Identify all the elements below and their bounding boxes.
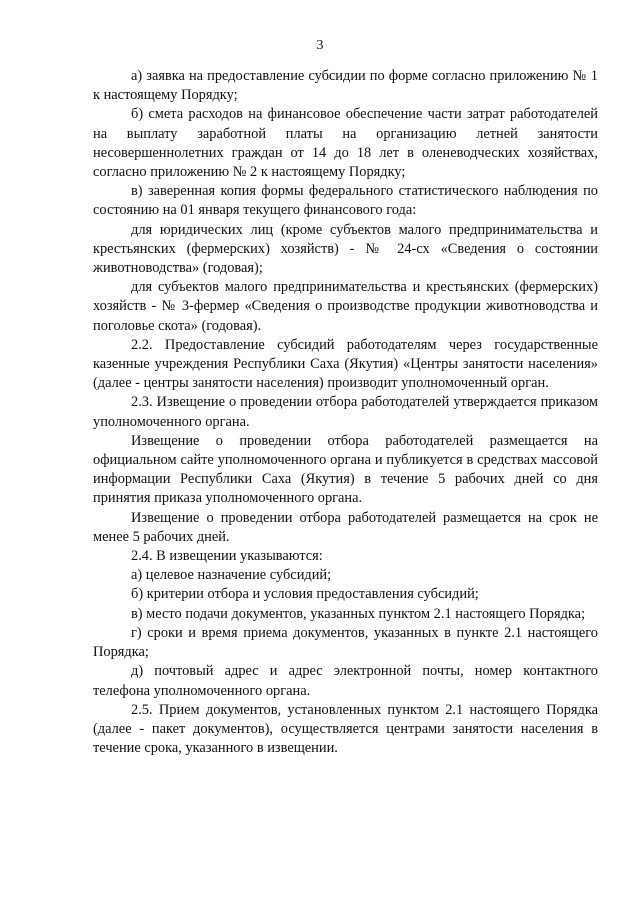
- paragraph-small-business: для субъектов малого предпринимательства и крестьянских (фермерских) хозяйств - № 3-фермер «Сведения о производстве продукции животноводства и поголовье скота» (годовая).: [93, 279, 598, 334]
- paragraph-2-4: 2.4. В извещении указываются:: [131, 548, 323, 565]
- paragraph-submission-time: г) сроки и время приема документов, указанных в пункте 2.1 настоящего Порядка;: [93, 624, 598, 661]
- paragraph-2-3: 2.3. Извещение о проведении отбора работодателей утверждается приказом уполномоченного органа.: [93, 394, 598, 430]
- paragraph-notice-publication: Извещение о проведении отбора работодателей размещается на официальном сайте уполномоченного органа и публикуется в средствах массовой информации Республики Саха (Якутия) в течение 5 рабочих дней со дня принятия приказа уполномоченного органа.: [93, 432, 598, 507]
- paragraph-contact-details: д) почтовый адрес и адрес электронной почты, номер контактного телефона уполномоченного органа.: [93, 663, 598, 699]
- paragraph-submission-place: в) место подачи документов, указанных пунктом 2.1 настоящего Порядка;: [131, 605, 586, 622]
- paragraph-target-purpose: а) целевое назначение субсидий;: [131, 567, 332, 584]
- paragraph-cost-estimate: б) смета расходов на финансовое обеспечение части затрат работодателей на выплату заработной платы на организацию летней занятости несовершеннолетних граждан от 14 до 18 лет в оленеводческих хозяйствах, согласно приложению № 2 к настоящему Порядку;: [93, 106, 598, 181]
- paragraph-notice-term: Извещение о проведении отбора работодателей размещается на срок не менее 5 рабочих дней.: [93, 509, 598, 545]
- page-number: 3: [316, 38, 324, 53]
- paragraph-legal-entities: для юридических лиц (кроме субъектов малого предпринимательства и крестьянских (фермерских) хозяйств) - № 24-сх «Сведения о состоянии животноводства» (годовая);: [93, 221, 598, 277]
- paragraph-statistical-form-copy: в) заверенная копия формы федерального статистического наблюдения по состоянию на 01 января текущего финансового года:: [93, 183, 598, 219]
- document-body: [93, 67, 598, 758]
- paragraph-2-2: 2.2. Предоставление субсидий работодателям через государственные казенные учреждения Республики Саха (Якутия) «Центры занятости населения» (далее - центры занятости населения) производит уполномоченный орган.: [93, 336, 598, 392]
- paragraph-2-5: 2.5. Прием документов, установленных пунктом 2.1 настоящего Порядка (далее - пакет документов), осуществляется центрами занятости населения в течение срока, указанного в извещении.: [93, 701, 598, 757]
- paragraph-application-form: а) заявка на предоставление субсидии по форме согласно приложению № 1 к настоящему Порядку;: [93, 68, 598, 104]
- paragraph-selection-criteria: б) критерии отбора и условия предоставления субсидий;: [131, 586, 479, 603]
